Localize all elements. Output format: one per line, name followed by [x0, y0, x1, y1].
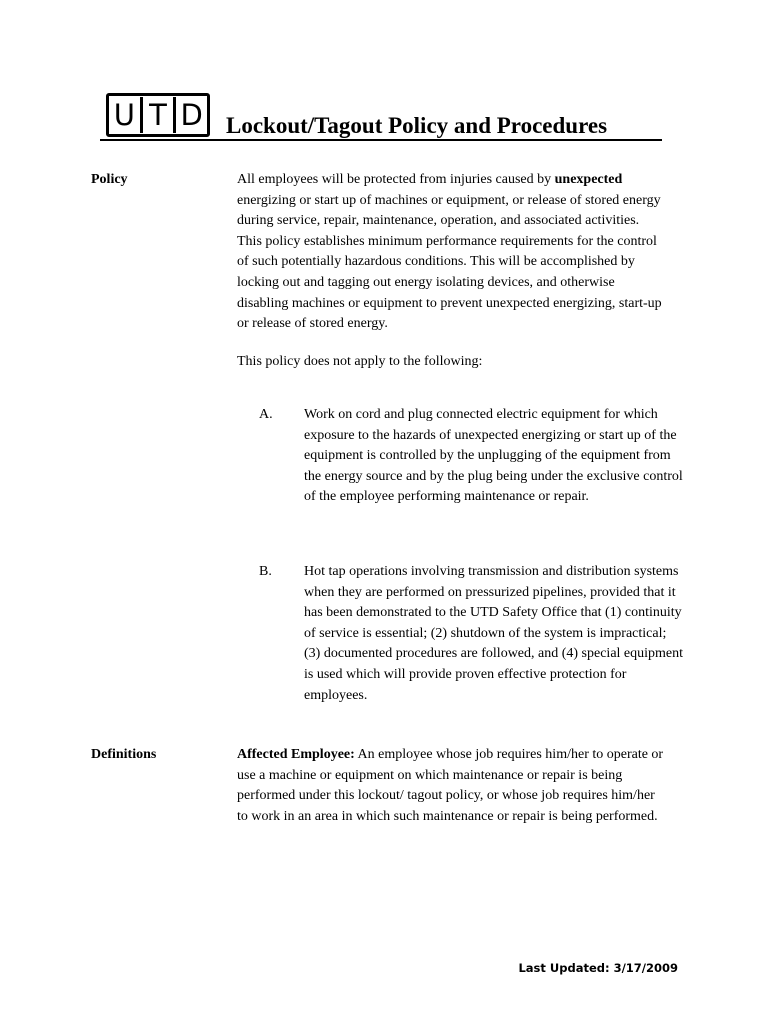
last-updated: Last Updated: 3/17/2009	[518, 961, 678, 975]
logo-letter-u: U	[113, 98, 135, 132]
definition-term: Affected Employee:	[237, 747, 355, 762]
definitions-label: Definitions	[91, 747, 157, 762]
logo-letter-d: D	[180, 98, 203, 132]
policy-label: Policy	[91, 172, 128, 187]
utd-logo	[106, 93, 210, 137]
definition-text: An employee whose job requires him/her to operate or use a machine or equipment on which maintenance or repair is being performed under this lockout/ tagout policy, or whose job requires him/her to work in an area in which such maintenance or repair is being performed.	[237, 747, 664, 824]
exclusion-b-text: Hot tap operations involving transmission and distribution systems when they are performed on pressurized pipelines, provided that it has been demonstrated to the UTD Safety Office that (1) continuity of service is essential; (2) shutdown of the system is impractical; (3) documented procedures are followed, and (4) special equipment is used which will provide proven effective protection for employees.	[304, 564, 684, 703]
exclusion-b-letter: B.	[259, 564, 272, 579]
policy-intro-bold: unexpected	[554, 172, 623, 187]
exclusion-a-letter: A.	[259, 407, 273, 422]
policy-intro-rest: energizing or start up of machines or equipment, or release of stored energy during service, repair, maintenance, operation, and associated activities. This policy establishes minimum performance requirements for the control of such potentially hazardous conditions. This will be accomplished by locking out and tagging out energy isolating devices, and otherwise disabling machines or equipment to prevent unexpected energizing, start-up or release of stored energy.	[237, 192, 662, 332]
page-title: Lockout/Tagout Policy and Procedures	[226, 113, 608, 138]
exclusion-a-text: Work on cord and plug connected electric equipment for which exposure to the hazards of unexpected energizing or start up of the equipment is controlled by the unplugging of the equipment from the energy source and by the plug being under the exclusive control of the employee performing maintenance or repair.	[304, 407, 683, 505]
definition-affected-employee	[237, 745, 667, 827]
header-rule	[100, 139, 662, 141]
logo-letter-t: T	[149, 98, 167, 132]
exclusions-lead: This policy does not apply to the following:	[237, 354, 483, 369]
policy-intro-start: All employees will be protected from injuries caused by	[237, 172, 555, 187]
policy-intro	[237, 170, 667, 335]
